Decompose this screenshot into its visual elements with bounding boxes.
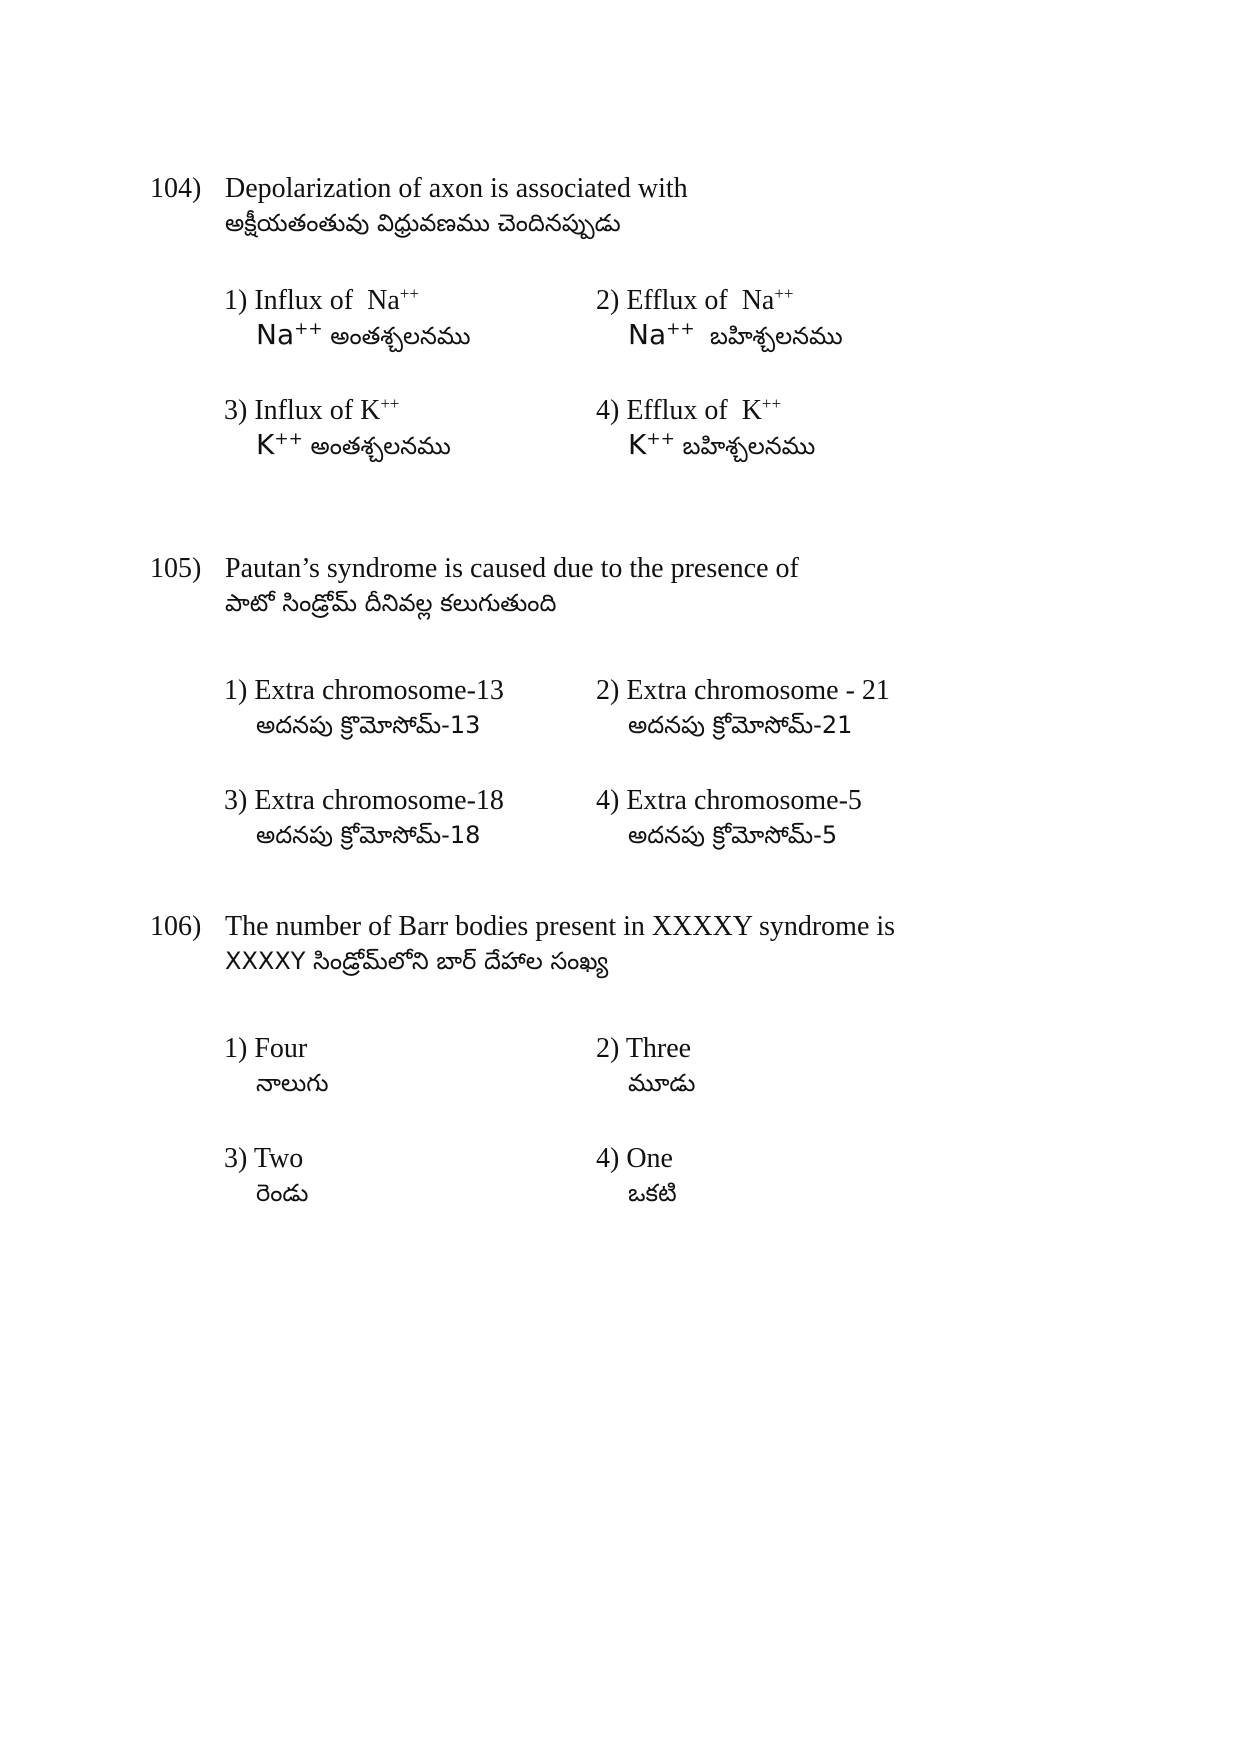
option-telugu: ఒకటి: [628, 1179, 677, 1207]
option-4[interactable]: [596, 784, 936, 852]
option-2[interactable]: [596, 674, 936, 742]
option-telugu: నాలుగు: [256, 1069, 329, 1097]
option-english: 3) Influx of K++: [224, 394, 400, 426]
option-4[interactable]: [596, 1142, 936, 1210]
option-english: 1) Extra chromosome-13: [224, 675, 504, 706]
option-telugu: అదనపు క్రొమోసోమ్-13: [256, 711, 481, 739]
question-text: [225, 552, 1145, 620]
option-3[interactable]: [224, 1142, 564, 1210]
question-text-english: Depolarization of axon is associated with: [225, 173, 688, 204]
question-text-english: The number of Barr bodies present in XXXXY syndrome is: [225, 911, 896, 942]
option-telugu: K++ బహిశ్చలనము: [628, 428, 816, 461]
option-3[interactable]: [224, 784, 564, 852]
option-english: 3) Two: [224, 1143, 304, 1174]
option-1[interactable]: [224, 674, 564, 742]
question-text: [225, 172, 1145, 240]
question-text-telugu: అక్షీయతంతువు విధ్రువణము చెందినప్పుడు: [225, 209, 621, 237]
option-english: 2) Three: [596, 1033, 692, 1064]
option-english: 1) Four: [224, 1033, 308, 1064]
option-telugu: అదనపు క్రోమోసోమ్-5: [628, 821, 838, 849]
option-4[interactable]: [596, 394, 936, 463]
option-telugu: అదనపు క్రోమోసోమ్-18: [256, 821, 481, 849]
option-english: 2) Efflux of Na++: [596, 284, 794, 316]
option-telugu: మూడు: [628, 1069, 696, 1097]
question-text-telugu: XXXXY సిండ్రోమ్‌లోని బార్ దేహాల సంఖ్య: [225, 947, 609, 975]
question-number: 106): [150, 911, 202, 942]
question-text-telugu: పాటో సిండ్రోమ్ దీనివల్ల కలుగుతుంది: [225, 589, 557, 617]
option-telugu: Na++ బహిశ్చలనము: [628, 318, 843, 351]
option-english: 3) Extra chromosome-18: [224, 785, 504, 816]
option-2[interactable]: [596, 1032, 936, 1100]
question-text-english: Pautan’s syndrome is caused due to the presence of: [225, 553, 799, 584]
option-2[interactable]: [596, 284, 936, 353]
option-3[interactable]: [224, 394, 564, 463]
option-english: 4) Extra chromosome-5: [596, 785, 862, 816]
option-english: 4) One: [596, 1143, 673, 1174]
option-english: 4) Efflux of K++: [596, 394, 782, 426]
option-telugu: రెండు: [256, 1179, 309, 1207]
option-telugu: Na++ అంతశ్చలనము: [256, 318, 471, 351]
question-number: 105): [150, 553, 202, 584]
option-1[interactable]: [224, 284, 564, 353]
option-english: 2) Extra chromosome - 21: [596, 675, 890, 706]
option-telugu: అదనపు క్రోమోసోమ్-21: [628, 711, 853, 739]
option-1[interactable]: [224, 1032, 564, 1100]
option-english: 1) Influx of Na++: [224, 284, 419, 316]
option-telugu: K++ అంతశ్చలనము: [256, 428, 451, 461]
question-number: 104): [150, 173, 202, 204]
question-text: [225, 910, 1145, 978]
